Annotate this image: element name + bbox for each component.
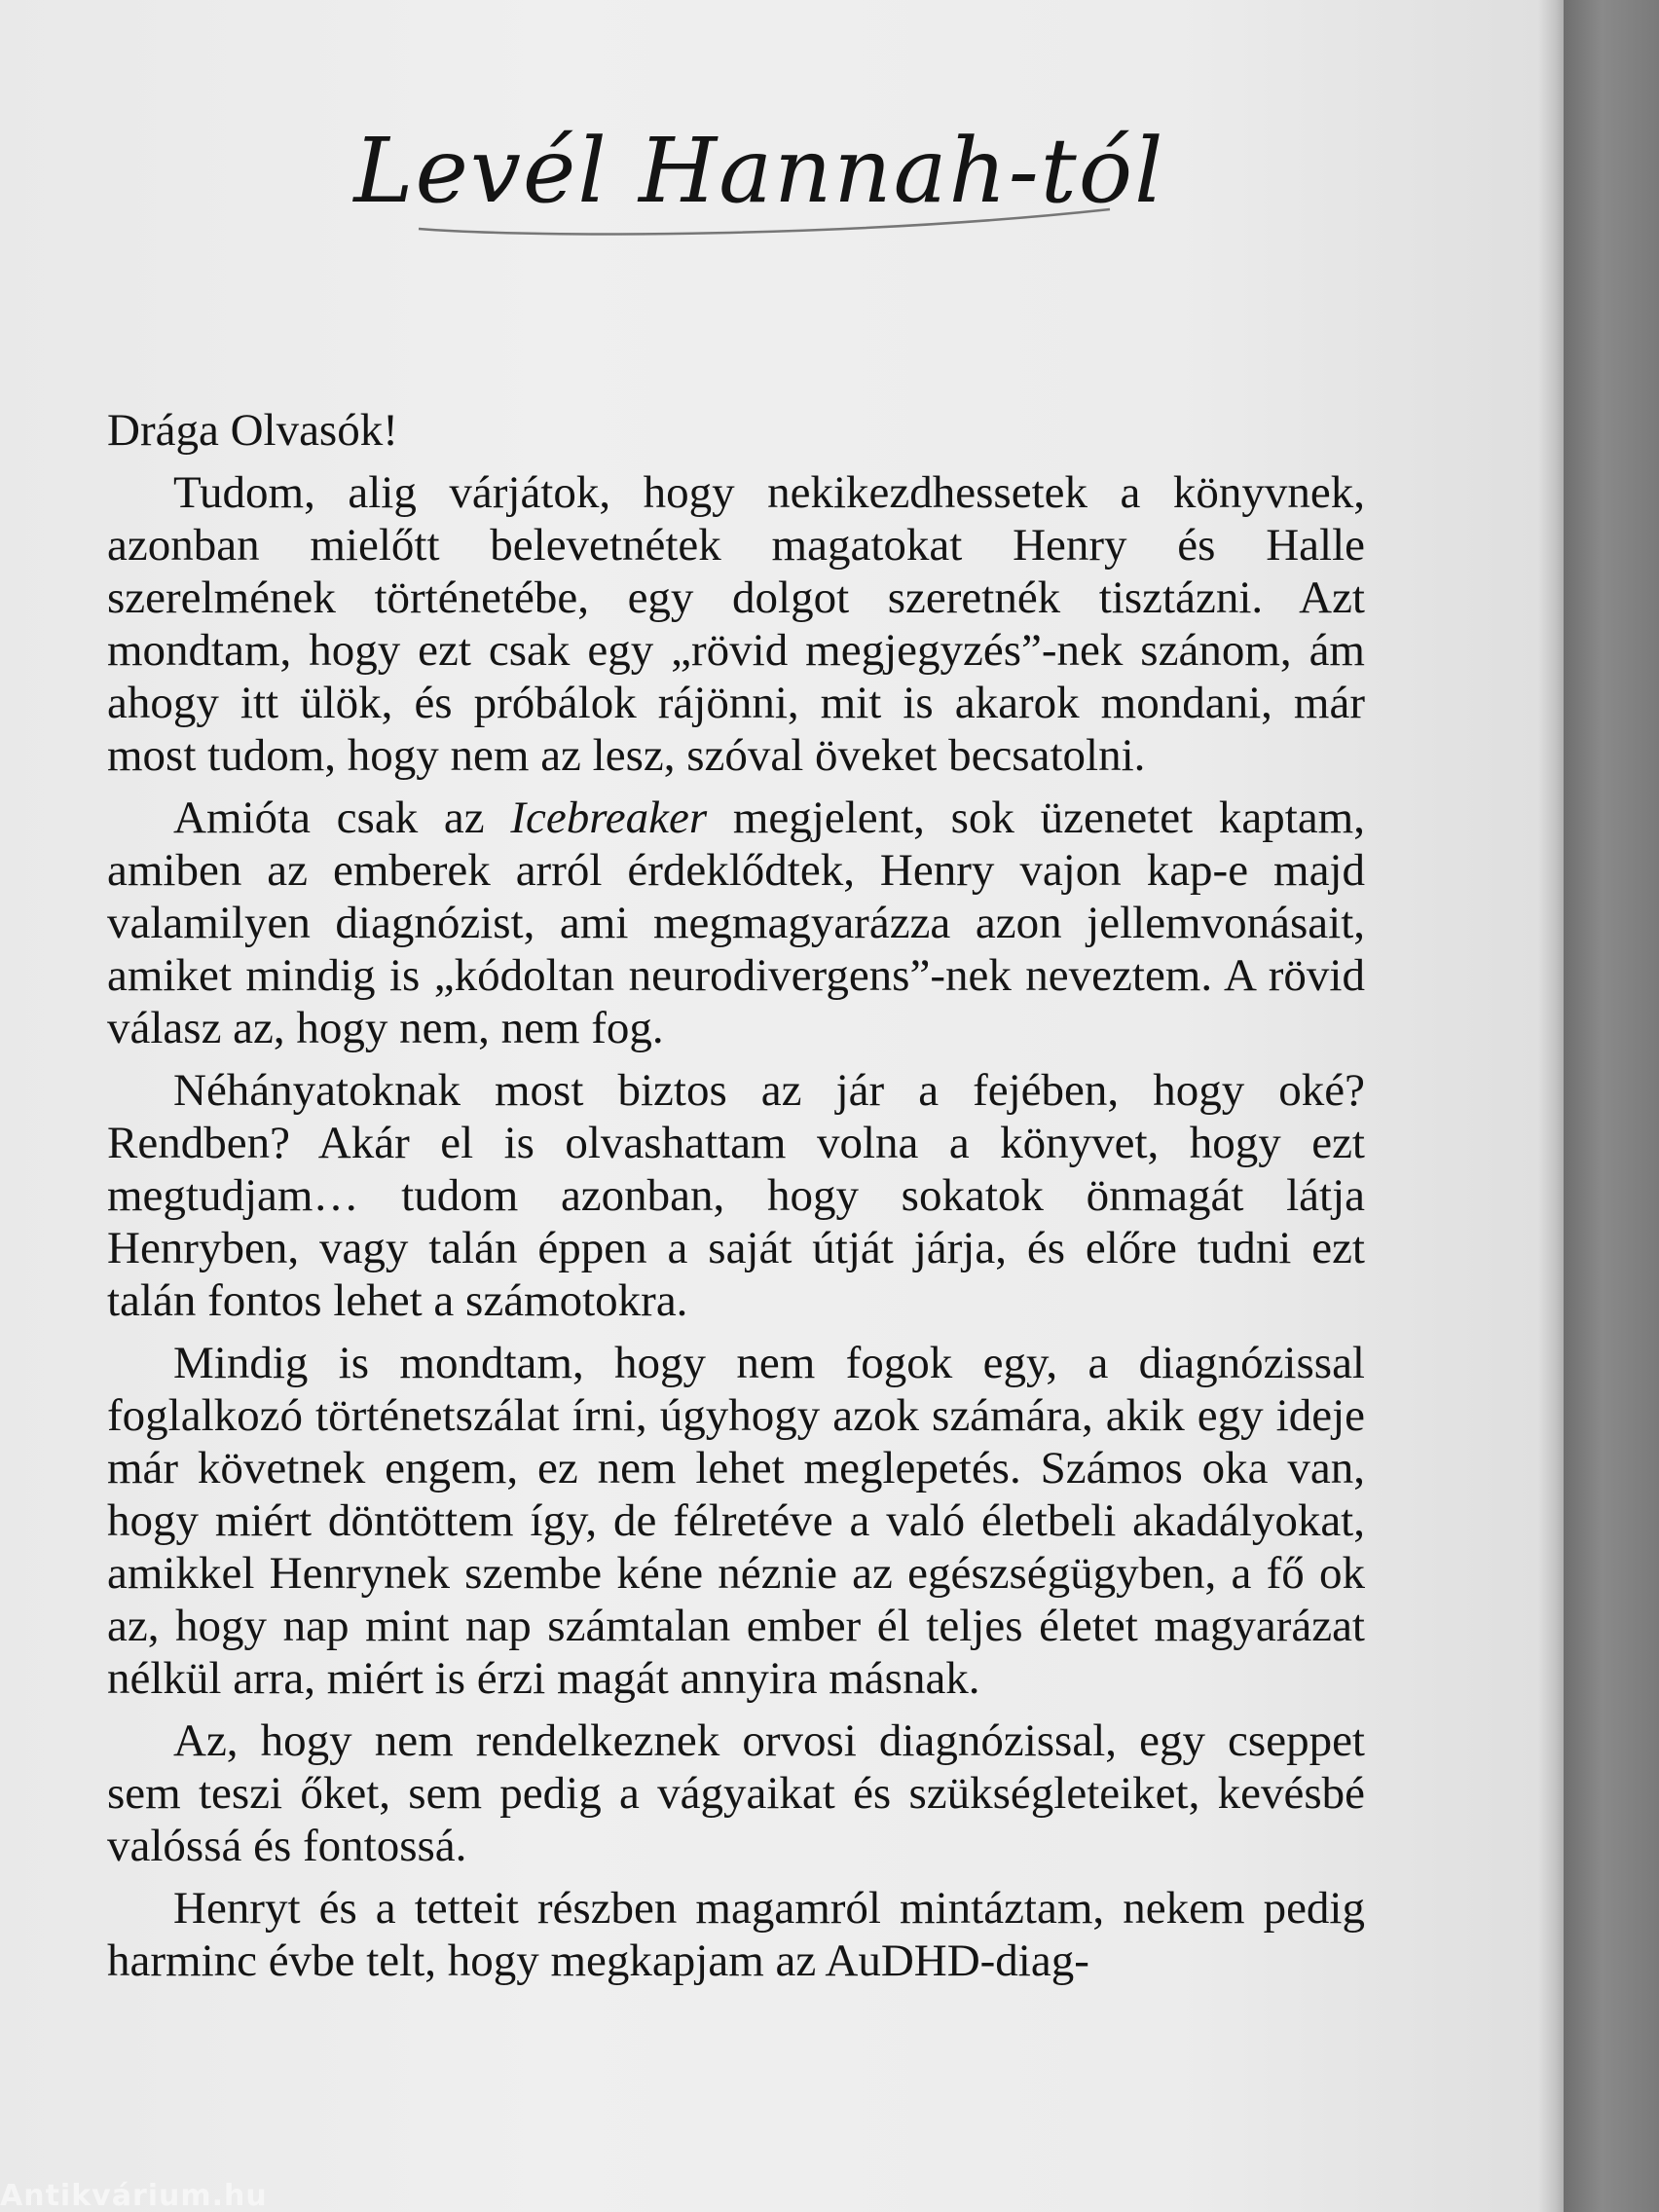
paragraph-4 <box>107 1337 1365 1705</box>
paragraph-6 <box>107 1882 1365 1987</box>
paragraph-1 <box>107 466 1365 782</box>
paragraph-text: Az, hogy nem rendelkeznek orvosi diagnózissal, egy cseppet sem teszi őket, sem pedig a vágyaikat és szükségleteiket, kevésbé valóssá és fontossá. <box>107 1715 1365 1871</box>
title-text: Levél Hannah-tól <box>353 119 1165 223</box>
paragraph-text: Tudom, alig várjátok, hogy nekikezdhessetek a könyvnek, azonban mielőtt belevetnétek magatokat Henry és Halle szerelmének történetébe, egy dolgot szeretnék tisztázni. Azt mondtam, hogy ezt csak egy „rövid megjegyzés”-nek szánom, ám ahogy itt ülök, és próbálok rájönni, mit is akarok mondani, már most tudom, hogy nem az lesz, szóval öveket becsatolni. <box>107 467 1365 781</box>
letter-body <box>107 404 1365 1987</box>
paragraph-text: Néhányatoknak most biztos az jár a fejében, hogy oké? Rendben? Akár el is olvashattam volna a könyvet, hogy ezt megtudjam… tudom azonban, hogy sokatok önmagát látja Henryben, vagy talán éppen a saját útját járja, és előre tudni ezt talán fontos lehet a számotokra. <box>107 1065 1365 1326</box>
paragraph-3 <box>107 1064 1365 1327</box>
paragraph-2 <box>107 792 1365 1054</box>
book-title-italic: Icebreaker <box>510 793 708 843</box>
handwritten-title <box>350 92 1168 258</box>
background-surface <box>1564 0 1659 2212</box>
paragraph-text: Mindig is mondtam, hogy nem fogok egy, a diagnózissal foglalkozó történetszálat írni, úgyhogy azok számára, akik egy ideje már követnek engem, ez nem lehet meglepetés. Számos oka van, hogy miért döntöttem így, de félretéve a való életbeli akadályokat, amikkel Henrynek szembe kéne néznie az egészségügyben, a fő ok az, hogy nap mint nap számtalan ember él teljes életet magyarázat nélkül arra, miért is érzi magát annyira másnak. <box>107 1338 1365 1704</box>
watermark: Antikvárium.hu <box>0 2179 268 2212</box>
paragraph-5 <box>107 1714 1365 1872</box>
paragraph-text: Henryt és a tetteit részben magamról mintáztam, nekem pedig harminc évbe telt, hogy megkapjam az AuDHD-diag- <box>107 1883 1365 1986</box>
paragraph-text: Amióta csak az <box>173 793 511 843</box>
salutation: Drága Olvasók! <box>107 405 398 456</box>
paragraph-text: megjelent, sok üzenetet kaptam, amiben az emberek arról érdeklődtek, Henry vajon kap-e majd valamilyen diagnózist, ami megmagyarázza azon jellemvonásait, amiket mindig is „kódoltan neurodivergens”-nek neveztem. A rövid válasz az, hogy nem, nem fog. <box>107 793 1365 1053</box>
page-title <box>350 92 1168 258</box>
